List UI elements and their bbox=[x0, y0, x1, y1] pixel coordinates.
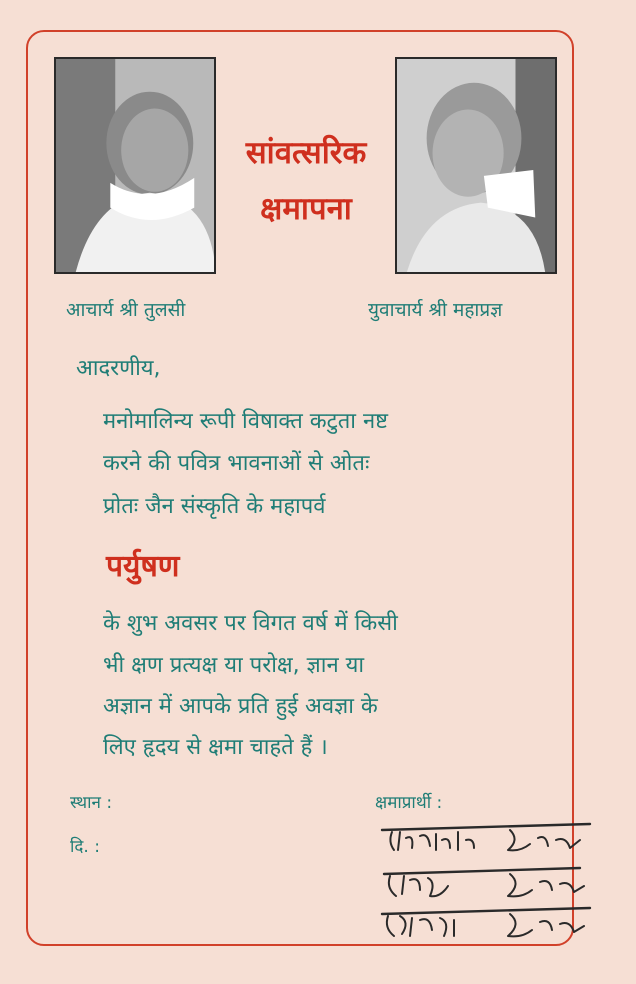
message-line: के शुभ अवसर पर विगत वर्ष में किसी bbox=[103, 611, 398, 636]
portrait-caption-left: आचार्य श्री तुलसी bbox=[66, 299, 186, 321]
intro-line: करने की पवित्र भावनाओं से ओतः bbox=[103, 451, 370, 476]
festival-name: पर्युषण bbox=[106, 549, 180, 584]
title-line-1: सांवत्सरिक bbox=[245, 135, 367, 171]
portrait-photo-acharya-tulsi bbox=[54, 57, 216, 274]
message-line: अज्ञान में आपके प्रति हुई अवज्ञा के bbox=[103, 694, 378, 719]
handwritten-signatures bbox=[370, 810, 610, 950]
message-line: भी क्षण प्रत्यक्ष या परोक्ष, ज्ञान या bbox=[103, 653, 365, 678]
date-label: दि. : bbox=[70, 837, 100, 857]
portrait-caption-right: युवाचार्य श्री महाप्रज्ञ bbox=[368, 299, 503, 321]
seeker-label: क्षमाप्रार्थी : bbox=[375, 793, 443, 813]
message-line: लिए हृदय से क्षमा चाहते हैं । bbox=[103, 735, 328, 760]
intro-line: प्रोतः जैन संस्कृति के महापर्व bbox=[103, 494, 326, 519]
place-label: स्थान : bbox=[70, 793, 113, 813]
portrait-photo-yuvacharya-mahapragya bbox=[395, 57, 557, 274]
title-line-2: क्षमापना bbox=[260, 191, 352, 227]
intro-line: मनोमालिन्य रूपी विषाक्त कटुता नष्ट bbox=[103, 409, 388, 434]
salutation: आदरणीय, bbox=[76, 356, 161, 381]
